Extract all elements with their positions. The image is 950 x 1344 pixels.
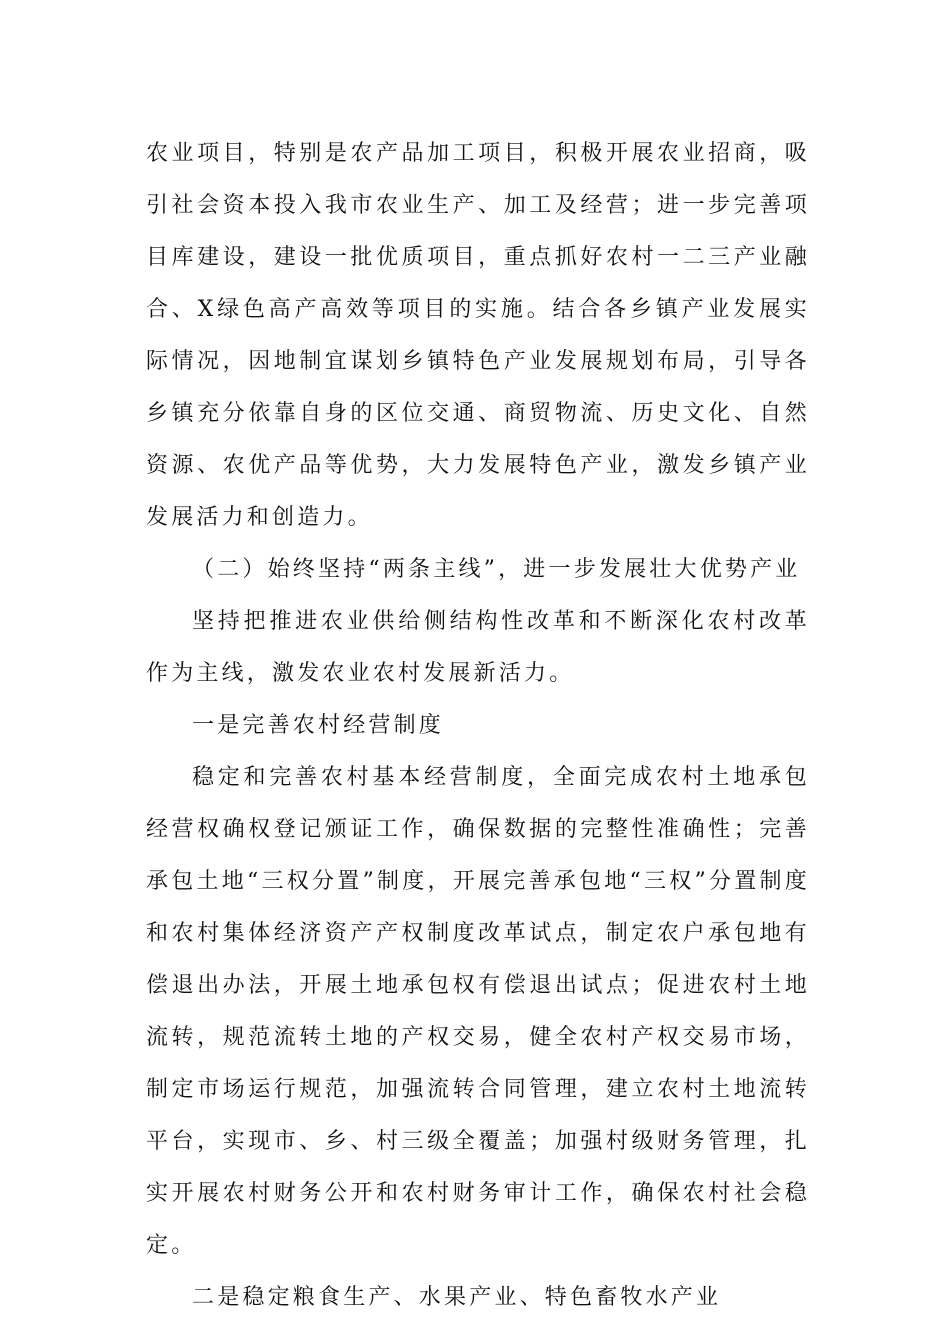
- paragraph-agri-projects: 农业项目，特别是农产品加工项目，积极开展农业招商，吸引社会资本投入我市农业生产、加工及经营；进一步完善项目库建设，建设一批优质项目，重点抓好农村一二三产业融合、X绿色高产高效等项目的实施。结合各乡镇产业发展实际情况，因地制宜谋划乡镇特色产业发展规划布局，引导各乡镇充分依靠自身的区位交通、商贸物流、历史文化、自然资源、农优产品等优势，大力发展特色产业，激发乡镇产业发展活力和创造力。: [146, 141, 810, 530]
- document-body: [146, 128, 810, 1324]
- subheading-rural-management: 一是完善农村经营制度: [192, 713, 445, 738]
- section-heading-two-mainlines: （二）始终坚持“两条主线”，进一步发展壮大优势产业: [192, 557, 801, 582]
- subheading-grain-fruit-livestock: 二是稳定粮食生产、水果产业、特色畜牧水产业: [192, 1285, 722, 1310]
- paragraph-mainline-intro: 坚持把推进农业供给侧结构性改革和不断深化农村改革作为主线，激发农业农村发展新活力。: [146, 609, 810, 686]
- paragraph-rural-management: 稳定和完善农村基本经营制度，全面完成农村土地承包经营权确权登记颁证工作，确保数据的完整性准确性；完善承包土地“三权分置”制度，开展完善承包地“三权”分置制度和农村集体经济资产产权制度改革试点，制定农户承包地有偿退出办法，开展土地承包权有偿退出试点；促进农村土地流转，规范流转土地的产权交易，健全农村产权交易市场，制定市场运行规范，加强流转合同管理，建立农村土地流转平台，实现市、乡、村三级全覆盖；加强村级财务管理，扎实开展农村财务公开和农村财务审计工作，确保农村社会稳定。: [146, 765, 810, 1258]
